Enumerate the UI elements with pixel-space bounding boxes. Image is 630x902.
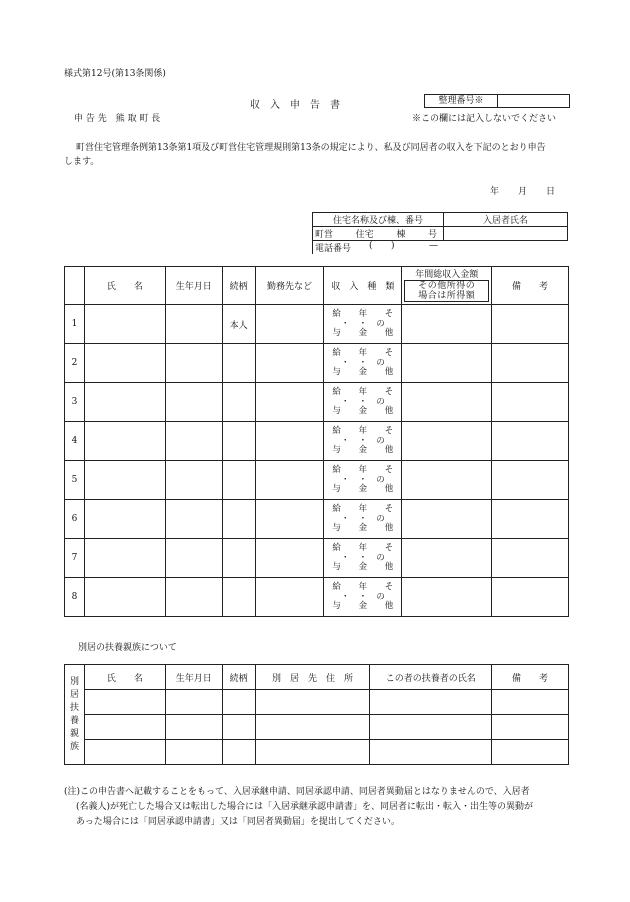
income-row [65,305,569,344]
resident-name-label: 入居者氏名 [444,213,568,227]
income-row [65,500,569,539]
relation-cell[interactable] [222,422,255,461]
income-type-pension-top: 年 [358,543,368,553]
sep-birth-cell[interactable] [165,715,222,740]
income-type-dot: ・ [358,358,368,368]
income-type-other-mid: の [376,553,385,563]
housing-number: 号 [427,230,437,240]
seiri-value[interactable] [498,95,569,107]
income-type-salary-top: 給 [332,543,341,553]
name-cell[interactable] [84,344,165,383]
employer-cell[interactable] [255,578,324,617]
row-number: 8 [65,578,85,617]
birth-cell[interactable] [165,305,222,344]
sep-header-remarks: 備 考 [492,665,569,690]
birth-cell[interactable] [165,500,222,539]
income-type-dot: ・ [340,592,350,602]
income-type-salary-top: 給 [332,348,341,358]
income-type-pension-bottom: 金 [358,328,368,338]
income-type-dot: ・ [340,397,350,407]
date-month: 月 [518,187,528,197]
row-number: 7 [65,539,85,578]
income-type-pension-top: 年 [358,582,368,592]
income-type-dot: ・ [340,358,350,368]
housing-field[interactable] [313,227,444,241]
employer-cell[interactable] [255,461,324,500]
phone-field[interactable] [313,241,444,255]
income-type-dot: ・ [358,592,368,602]
income-type-pension-bottom: 金 [358,601,368,611]
income-type-other-bottom: 他 [384,601,394,611]
income-type-salary-bottom: 与 [332,484,341,494]
income-type-other-bottom: 他 [384,445,394,455]
income-type-salary-bottom: 与 [332,601,341,611]
resident-box [312,212,568,254]
sep-header-birth: 生年月日 [165,665,222,690]
name-cell[interactable] [84,539,165,578]
income-type-other-top: そ [384,348,394,358]
name-cell[interactable] [84,422,165,461]
income-type-pension-top: 年 [358,426,368,436]
resident-name-field[interactable] [444,227,568,241]
header-name: 氏 名 [84,267,165,305]
sep-name-cell[interactable] [84,740,165,765]
income-type-dot: ・ [358,319,368,329]
relation-cell[interactable] [222,344,255,383]
header-birth: 生年月日 [165,267,222,305]
sep-address-cell[interactable] [255,690,370,715]
sep-remarks-cell[interactable] [492,740,569,765]
annual-income-cell[interactable] [402,500,492,539]
income-type-dot: ・ [358,475,368,485]
birth-cell[interactable] [165,539,222,578]
date-year: 年 [490,187,500,197]
sep-row [65,715,569,740]
employer-cell[interactable] [255,383,324,422]
separate-side-label: 別 居 扶 養 親 族 [65,665,85,765]
remarks-cell[interactable] [492,500,569,539]
row-number: 6 [65,500,85,539]
income-type-other-bottom: 他 [384,406,394,416]
income-type-salary-bottom: 与 [332,406,341,416]
seiri-label: 整理番号※ [425,95,498,107]
birth-cell[interactable] [165,344,222,383]
sep-relation-cell[interactable] [222,740,255,765]
sep-header-relation: 続柄 [222,665,255,690]
income-type-other-mid: の [376,397,385,407]
intro-line-1: 町営住宅管理条例第13条第1項及び町営住宅管理規則第13条の規定により、私及び同居者の収入を下記のとおり申告 [76,143,546,153]
row-number: 1 [65,305,85,344]
birth-cell[interactable] [165,422,222,461]
income-table-header [65,267,569,305]
income-type-pension-bottom: 金 [358,406,368,416]
employer-cell[interactable] [255,422,324,461]
employer-cell[interactable] [255,344,324,383]
income-type-salary-top: 給 [332,387,341,397]
annual-income-cell[interactable] [402,422,492,461]
annual-income-cell[interactable] [402,383,492,422]
employer-cell[interactable] [255,305,324,344]
header-no [65,267,85,305]
seiri-box [424,94,570,108]
sep-row [65,740,569,765]
income-type-salary-top: 給 [332,309,341,319]
income-row [65,461,569,500]
income-type-other-mid: の [376,592,385,602]
income-type-dot: ・ [340,475,350,485]
header-remarks: 備 考 [492,267,569,305]
income-type-other-top: そ [384,426,394,436]
relation-cell[interactable] [222,539,255,578]
income-type-salary-bottom: 与 [332,523,341,533]
name-cell[interactable] [84,461,165,500]
income-type-cell[interactable] [324,383,402,422]
sep-address-cell[interactable] [255,740,370,765]
sep-supporter-cell[interactable] [370,740,492,765]
row-number: 2 [65,344,85,383]
income-type-dot: ・ [358,553,368,563]
income-type-salary-top: 給 [332,582,341,592]
income-type-dot: ・ [358,397,368,407]
header-relation: 続柄 [222,267,255,305]
sep-supporter-cell[interactable] [370,690,492,715]
header-annual-income [402,267,492,305]
sep-address-cell[interactable] [255,715,370,740]
housing-town: 町営 [315,230,334,240]
birth-cell[interactable] [165,383,222,422]
header-annual-line1: 年間総収入金額 [415,269,479,280]
income-type-pension-top: 年 [358,465,368,475]
remarks-cell[interactable] [492,578,569,617]
header-employer: 勤務先など [255,267,324,305]
no-entry-note: ※この欄には記入しないでください [412,114,557,124]
remarks-cell[interactable] [492,383,569,422]
relation-cell[interactable] [222,500,255,539]
income-row [65,344,569,383]
name-cell[interactable] [84,500,165,539]
income-type-salary-bottom: 与 [332,328,341,338]
footnote-line-3: あった場合には「同居承認申請書」又は「同居者異動届」を提出してください。 [76,817,400,827]
income-type-other-top: そ [384,309,394,319]
income-row [65,383,569,422]
income-row [65,539,569,578]
row-number: 3 [65,383,85,422]
income-type-pension-top: 年 [358,348,368,358]
header-annual-line2: その他所得の [418,280,476,291]
phone-dash: — [429,241,438,251]
annual-income-cell[interactable] [402,578,492,617]
income-type-other-top: そ [384,387,394,397]
remarks-cell[interactable] [492,461,569,500]
income-type-pension-bottom: 金 [358,484,368,494]
income-type-other-bottom: 他 [384,367,394,377]
sep-birth-cell[interactable] [165,740,222,765]
employer-cell[interactable] [255,500,324,539]
row-number: 5 [65,461,85,500]
relation-cell[interactable] [222,461,255,500]
intro-line-2: します。 [64,157,100,167]
relation-cell[interactable] [222,578,255,617]
income-type-pension-top: 年 [358,504,368,514]
page-title: 収 入 申 告 書 [250,100,340,111]
form-number: 様式第12号(第13条関係) [64,69,166,79]
income-type-other-top: そ [384,543,394,553]
sep-header-name: 氏 名 [84,665,165,690]
income-row [65,578,569,617]
relation-cell[interactable]: 本人 [222,305,255,344]
sep-relation-cell[interactable] [222,690,255,715]
income-type-cell[interactable] [324,500,402,539]
income-type-other-bottom: 他 [384,328,394,338]
addressee: 申 告 先 熊 取 町 長 [74,114,161,124]
phone-paren-open: ( [369,241,373,251]
income-type-pension-bottom: 金 [358,367,368,377]
phone-label: 電話番号 [315,244,352,254]
sep-name-cell[interactable] [84,690,165,715]
income-type-pension-bottom: 金 [358,445,368,455]
separate-section-title: 別居の扶養親族について [78,643,177,653]
income-type-other-mid: の [376,475,385,485]
annual-income-cell[interactable] [402,305,492,344]
income-type-dot: ・ [340,553,350,563]
name-cell[interactable] [84,305,165,344]
income-table [64,266,569,617]
income-type-cell[interactable] [324,461,402,500]
income-type-pension-bottom: 金 [358,523,368,533]
annual-income-cell[interactable] [402,461,492,500]
income-type-dot: ・ [358,436,368,446]
income-type-dot: ・ [358,514,368,524]
sep-name-cell[interactable] [84,715,165,740]
income-type-cell[interactable] [324,578,402,617]
income-type-other-mid: の [376,358,385,368]
remarks-cell[interactable] [492,344,569,383]
income-type-other-bottom: 他 [384,562,394,572]
income-type-salary-top: 給 [332,504,341,514]
income-type-dot: ・ [340,514,350,524]
income-type-salary-top: 給 [332,426,341,436]
sep-header-supporter: この者の扶養者の氏名 [370,665,492,690]
sep-remarks-cell[interactable] [492,715,569,740]
income-type-pension-top: 年 [358,387,368,397]
income-type-salary-bottom: 与 [332,562,341,572]
birth-cell[interactable] [165,578,222,617]
housing-building: 棟 [396,230,406,240]
sep-birth-cell[interactable] [165,690,222,715]
income-type-cell[interactable] [324,422,402,461]
date-day: 日 [546,187,556,197]
income-row [65,422,569,461]
income-type-other-mid: の [376,436,385,446]
income-type-other-mid: の [376,514,385,524]
remarks-cell[interactable] [492,539,569,578]
sep-row [65,690,569,715]
employer-cell[interactable] [255,539,324,578]
footnote-line-2: (名義人)が死亡した場合又は転出した場合には「入居承継承認申請書」を、同居者に転出・転入・出生等の異動が [76,802,534,812]
income-type-cell[interactable] [324,305,402,344]
income-type-salary-top: 給 [332,465,341,475]
income-type-salary-bottom: 与 [332,445,341,455]
remarks-cell[interactable] [492,305,569,344]
header-annual-line3: 場合は所得額 [418,290,476,301]
housing-label: 住宅名称及び棟、番号 [313,213,444,227]
housing-jutaku: 住宅 [355,230,374,240]
income-type-dot: ・ [340,436,350,446]
sep-relation-cell[interactable] [222,715,255,740]
income-type-other-bottom: 他 [384,484,394,494]
income-type-other-top: そ [384,504,394,514]
income-type-cell[interactable] [324,344,402,383]
remarks-cell[interactable] [492,422,569,461]
sep-remarks-cell[interactable] [492,690,569,715]
name-cell[interactable] [84,578,165,617]
separate-dependents-table [64,664,569,765]
name-cell[interactable] [84,383,165,422]
income-type-dot: ・ [340,319,350,329]
header-income-type: 収 入 種 類 [324,267,402,305]
birth-cell[interactable] [165,461,222,500]
income-type-other-top: そ [384,465,394,475]
phone-paren-close: ) [391,241,395,251]
sep-supporter-cell[interactable] [370,715,492,740]
income-type-pension-bottom: 金 [358,562,368,572]
income-type-other-top: そ [384,582,394,592]
footnote-line-1: (注)この申告書へ記載することをもって、入居承継申請、同居承認申請、同居者異動届とはなりませんので、入居者 [64,787,530,797]
sep-header-address: 別 居 先 住 所 [255,665,370,690]
income-type-salary-bottom: 与 [332,367,341,377]
income-type-other-mid: の [376,319,385,329]
income-type-other-bottom: 他 [384,523,394,533]
row-number: 4 [65,422,85,461]
relation-cell[interactable] [222,383,255,422]
annual-income-cell[interactable] [402,344,492,383]
income-type-pension-top: 年 [358,309,368,319]
annual-income-cell[interactable] [402,539,492,578]
income-type-cell[interactable] [324,539,402,578]
